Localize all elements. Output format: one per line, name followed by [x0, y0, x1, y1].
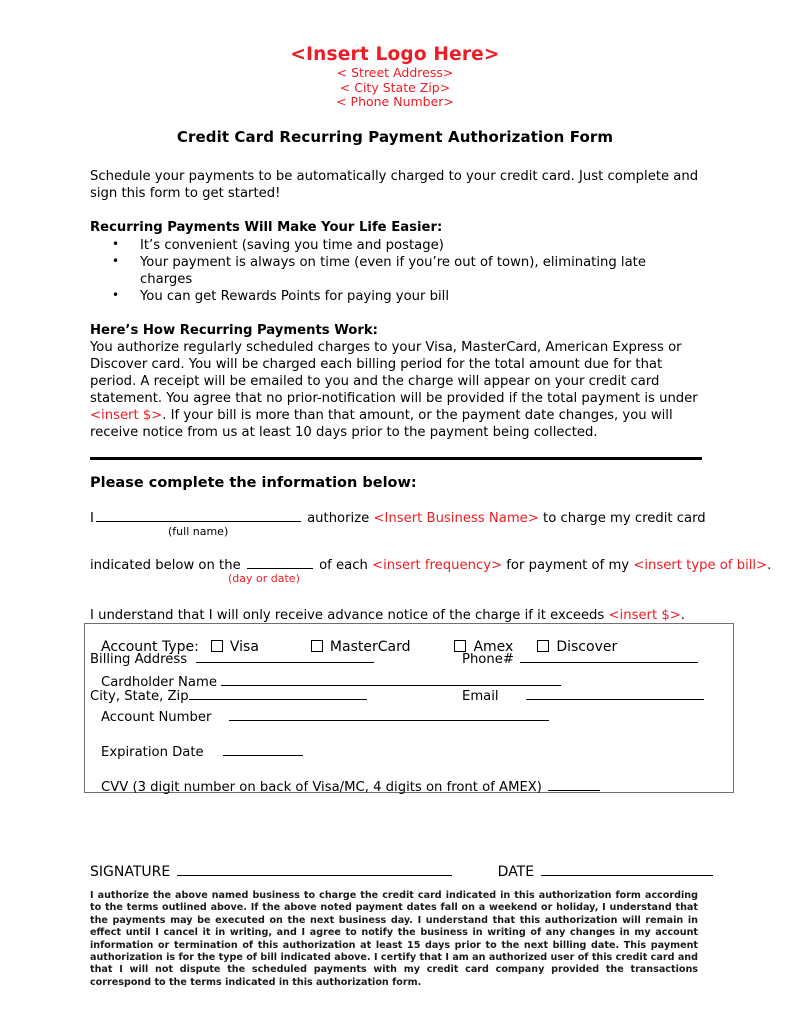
how-it-works-text-part1: You authorize regularly scheduled charges to your Visa, MasterCard, American Express or Discover card. You will be charged each billing period for the total amount due for that period. A receipt will be emailed to you and the charge will appear on your credit card statement. You agree that no prior-notification will be provided if the total payment is under	[90, 339, 698, 406]
page-title: Credit Card Recurring Payment Authorization Form	[176, 127, 614, 146]
insert-business-name-placeholder: <Insert Business Name>	[373, 510, 539, 526]
auth-mid-text: authorize	[307, 510, 370, 526]
checkbox-unchecked-icon[interactable]	[537, 640, 549, 652]
account-type-row	[101, 638, 713, 656]
insert-bill-type-placeholder: <insert type of bill>	[633, 557, 768, 573]
insert-frequency-placeholder: <insert frequency>	[372, 557, 503, 573]
phone-label: Phone#	[462, 651, 514, 667]
card-type-label: Discover	[556, 639, 618, 655]
cvv-row	[101, 777, 713, 796]
card-type-label: Amex	[473, 639, 514, 655]
card-type-option-mastercard[interactable]	[311, 638, 411, 656]
day-or-date-input[interactable]	[247, 555, 313, 569]
card-type-option-visa[interactable]	[211, 638, 259, 656]
date-label: DATE	[497, 864, 535, 880]
full-name-caption: (full name)	[168, 524, 229, 538]
city-state-zip-placeholder: < City State Zip>	[339, 79, 451, 95]
card-type-option-amex[interactable]	[454, 638, 513, 656]
cvv-label: CVV (3 digit number on back of Visa/MC, 4 digits on front of AMEX)	[101, 780, 542, 795]
letterhead	[0, 0, 790, 110]
intro-paragraph: Schedule your payments to be automatically charged to your credit card. Just complete and sign this form to get started!	[90, 168, 699, 201]
list-item: • It’s convenient (saving you time and postage)	[112, 237, 702, 254]
cardholder-name-label: Cardholder Name	[101, 675, 217, 690]
checkbox-unchecked-icon[interactable]	[311, 640, 323, 652]
benefits-heading: Recurring Payments Will Make Your Life Easier:	[90, 219, 443, 235]
advance-notice-line	[90, 607, 702, 624]
checkbox-unchecked-icon[interactable]	[211, 640, 223, 652]
checkbox-unchecked-icon[interactable]	[454, 640, 466, 652]
logo-placeholder: <Insert Logo Here>	[290, 44, 500, 65]
auth-tail-text: to charge my credit card	[543, 510, 706, 526]
card-type-option-discover[interactable]	[537, 638, 617, 656]
signature-row	[90, 862, 710, 881]
cvv-input[interactable]	[548, 777, 600, 791]
expiration-date-row	[101, 742, 713, 761]
how-it-works-heading: Here’s How Recurring Payments Work:	[90, 322, 378, 338]
advance-notice-period: .	[680, 607, 685, 623]
insert-amount-placeholder-2: <insert $>	[608, 607, 681, 623]
email-label: Email	[462, 688, 499, 704]
section-divider	[90, 457, 702, 460]
indicated-line	[90, 555, 772, 574]
how-it-works-paragraph	[90, 339, 702, 441]
expiration-date-label: Expiration Date	[101, 745, 204, 760]
indicated-mid2-text: for payment of my	[506, 557, 630, 573]
authorization-line	[90, 508, 706, 527]
date-input[interactable]	[541, 862, 713, 876]
signature-input[interactable]	[177, 862, 452, 876]
how-it-works-text-part2: . If your bill is more than that amount, or the payment date changes, you will receive notice from us at least 10 days prior to the payment being collected.	[90, 407, 673, 440]
insert-amount-placeholder: <insert $>	[90, 407, 163, 423]
full-name-input[interactable]	[96, 508, 301, 522]
expiration-date-input[interactable]	[223, 742, 303, 756]
auth-lead-text: I	[90, 510, 94, 526]
benefits-list	[90, 237, 702, 305]
day-or-date-caption: (day or date)	[228, 571, 300, 585]
legal-fine-print: I authorize the above named business to charge the credit card indicated in this authorization form according to the terms outlined above. If the above noted payment dates fall on a weekend or holiday, I understand that the payments may be executed on the next business day. I understand that this authorization will remain in effect until I cancel it in writing, and I agree to notify the business in writing of any changes in my account information or termination of this authorization at least 15 days prior to the next billing date. This payment authorization is for the type of bill indicated above. I certify that I am an authorized user of this credit card and that I will not dispute the scheduled payments with my credit card company provided the transactions correspond to the terms indicated in this authorization form.	[90, 890, 698, 988]
city-state-zip-label: City, State, Zip	[90, 688, 189, 704]
account-details-box	[84, 623, 734, 793]
indicated-lead-text: indicated below on the	[90, 557, 241, 573]
list-item: • You can get Rewards Points for paying your bill	[112, 288, 702, 305]
account-number-row	[101, 707, 713, 726]
card-type-label: Visa	[229, 639, 259, 655]
indicated-period: .	[767, 557, 772, 573]
account-number-label: Account Number	[101, 710, 212, 725]
complete-section-heading: Please complete the information below:	[90, 474, 417, 491]
account-type-label: Account Type:	[101, 639, 199, 655]
list-item: • Your payment is always on time (even if you’re out of town), eliminating late charges	[112, 254, 702, 288]
street-address-placeholder: < Street Address>	[336, 65, 454, 80]
card-type-label: MasterCard	[329, 639, 411, 655]
billing-address-label: Billing Address	[90, 651, 188, 667]
cardholder-name-input[interactable]	[221, 672, 561, 686]
phone-number-placeholder: < Phone Number>	[336, 94, 454, 109]
cardholder-name-row	[101, 672, 713, 691]
signature-label: SIGNATURE	[90, 864, 171, 880]
indicated-mid-text: of each	[319, 557, 368, 573]
advance-notice-text: I understand that I will only receive advance notice of the charge if it exceeds	[90, 607, 609, 623]
account-number-input[interactable]	[229, 707, 549, 721]
